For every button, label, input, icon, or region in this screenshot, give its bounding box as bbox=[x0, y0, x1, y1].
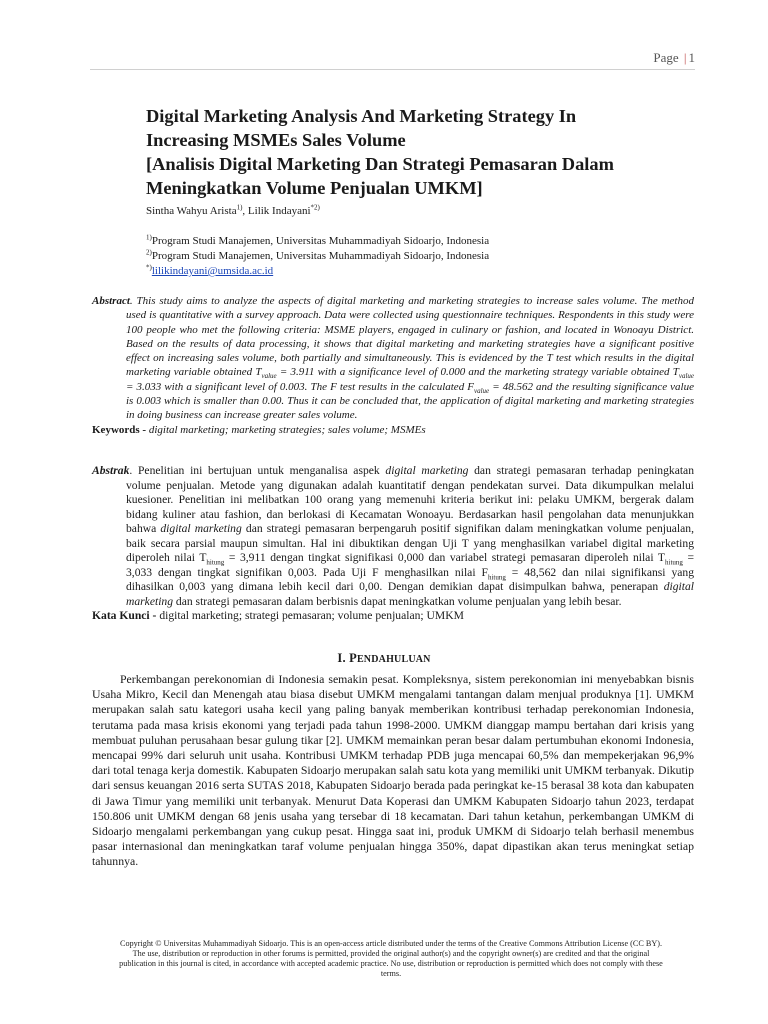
abstract-en-paragraph bbox=[92, 294, 694, 423]
subscript: value bbox=[678, 372, 695, 381]
abstract-text: = 3,911 dengan tingkat signifikasi 0,000 dan variabel strategi pemasaran diperoleh nilai T bbox=[224, 551, 665, 564]
emphasis: digital marketing bbox=[385, 464, 469, 477]
subscript: hitung bbox=[206, 558, 225, 567]
abstract-text: dan strategi pemasaran dalam berbisnis dapat meningkatkan volume penjualan yang lebih besar. bbox=[173, 594, 622, 608]
abstract-text: dan strategi pemasaran berpengaruh positif signifikan dalam meningkatkan volume penjualan, baik secara parsial maupun simultan. Hal ini dibuktikan dengan Uji T yang menghasilkan variabel digital marketing diperoleh nilai T bbox=[126, 522, 694, 564]
abstract-label: Abstract bbox=[92, 295, 130, 307]
subscript: hitung bbox=[665, 558, 683, 567]
page-number-header bbox=[653, 50, 695, 66]
abstract-text: = 3.033 with a significant level of 0.003. The F test results in the calculated F bbox=[126, 380, 474, 393]
author-list bbox=[146, 205, 320, 217]
affiliation-1 bbox=[146, 234, 489, 249]
keywords-label: Kata Kunci - bbox=[92, 609, 157, 622]
section-heading bbox=[0, 651, 768, 666]
section-number: I. P bbox=[337, 651, 357, 665]
subscript: value bbox=[473, 386, 490, 395]
abstract-text: = 48,562 dan nilai signifikansi yang dihasilkan 0,003 yang dimana lebih kecil dari 0,00. Dengan demikian dapat disimpulkan bahwa, penerapan bbox=[126, 565, 694, 593]
abstract-text: . This study aims to analyze the aspects of digital marketing and marketing strategies to increase sales volume. The method used is quantitative with a survey approach. Data were collected using questionnaire techniques. Respondents in this study were 100 people who met the following criteria: MSME players, engaged in culinary or fashion, and located in Wonoayu District. Based on the results of data processing, it shows that digital marketing and marketing strategies have a significant positive effect on increasing sales volume, both partially and simultaneously. This is evidenced by the T test which results in the digital marketing variable obtained T bbox=[126, 295, 694, 379]
paragraph-text: Perkembangan perekonomian di Indonesia semakin pesat. Kompleksnya, sistem perekonomian ini menyebabkan bisnis Usaha Mikro, Kecil dan Menengah atau biasa disebut UMKM mengalami tantangan dalam menjual produknya [1]. UMKM merupakan salah satu kategori usaha kecil yang paling banyak memberikan kontribusi terhadap perekonomian Indonesia, terutama pada masa krisis ekonomi yang terjadi pada tahun 1998-2000. UMKM dianggap mampu bertahan dari krisis yang membuat puluhan perusahaan besar gulung tikar [2]. UMKM memainkan peran besar dalam pertumbuhan ekonomi Indonesia, mencapai 99% dari seluruh unit usaha. Kontribusi UMKM terhadap PDB juga mencapai 60,5% dan mempekerjakan 96,9% dari total tenaga kerja domestik. Kabupaten Sidoarjo merupakan salah satu kota yang memiliki unit UMKM terbanyak. Dikutip dari sensus keuangan 2016 serta SUTAS 2018, Kabupaten Sidoarjo berada pada peringkat ke-15 berasal 38 kota dan kabupaten di Jawa Timur yang memiliki unit terbanyak. Menurut Data Koperasi dan UMKM Kabupaten Sidoarjo tahun 2023, terdapat 150.806 unit UMKM dengan 68 jenis usaha yang tersebar di 18 kecamatan. Dari tahun ketahun, perkembangan UMKM di Sidoarjo mengalami perkembangan yang cukup pesat. Hingga saat ini, produk UMKM di Sidoarjo telah berhasil menembus pasar internasional dan meningkatkan taraf volume penjualan hingga 350%, dapat dipastikan akan terus meningkat setiap tahunnya. bbox=[92, 672, 694, 869]
email-sup: *) bbox=[146, 263, 152, 272]
corresponding-email bbox=[146, 264, 489, 279]
abstract-indonesian bbox=[92, 464, 694, 624]
body-paragraph bbox=[92, 672, 694, 870]
keywords-text: digital marketing; marketing strategies; sales volume; MSMEs bbox=[146, 423, 426, 436]
page-separator: | bbox=[683, 50, 687, 65]
section-title: ENDAHULUAN bbox=[356, 654, 431, 665]
affiliation-text: Program Studi Manajemen, Universitas Muhammadiyah Sidoarjo, Indonesia bbox=[151, 235, 490, 247]
title-id-line2: Meningkatkan Volume Penjualan UMKM] bbox=[146, 178, 483, 198]
page-label: Page bbox=[653, 50, 679, 65]
page-number: 1 bbox=[688, 50, 695, 65]
emphasis: digital marketing bbox=[126, 580, 694, 608]
title-en-line1: Digital Marketing Analysis And Marketing Strategy In bbox=[146, 106, 577, 126]
emphasis: digital marketing bbox=[160, 522, 242, 535]
abstract-text: . Penelitian ini bertujuan untuk menganalisa aspek bbox=[129, 464, 386, 477]
author-name: Sintha Wahyu Arista bbox=[146, 205, 237, 217]
abstract-text: = 48.562 and the resulting significance value is 0.003 which is smaller than 0.00. Thus it can be concluded that, the application of digital marketing and marketing strategies in doing business can increase greater sales volume. bbox=[126, 380, 694, 422]
abstract-text: dan strategi pemasaran terhadap peningkatan volume penjualan. Metode yang digunakan adalah kuantitatif dengan pendekatan survei. Data dikumpulkan melalui kuesioner. Penelitian ini melibatkan 100 orang yang memenuhi kriteria berikut ini: pelaku UMKM, bergerak dalam bidang kuliner atau fashion, dan berlokasi di Kecamatan Wonoayu. Berdasarkan hasil pengolahan data menunjukkan bahwa bbox=[126, 464, 694, 535]
affiliations bbox=[146, 234, 489, 279]
keywords-en bbox=[92, 423, 694, 437]
keywords-label: Keywords - bbox=[92, 423, 147, 436]
author-sup: 1) bbox=[236, 203, 243, 212]
author-separator: , bbox=[242, 205, 248, 217]
header-rule bbox=[90, 69, 695, 70]
author-name: Lilik Indayani bbox=[247, 205, 311, 217]
affiliation-2 bbox=[146, 249, 489, 264]
abstract-text: = 3.911 with a significance level of 0.000 and the marketing strategy variable obtained T bbox=[276, 366, 679, 379]
subscript: hitung bbox=[487, 572, 506, 581]
affiliation-text: Program Studi Manajemen, Universitas Muhammadiyah Sidoarjo, Indonesia bbox=[151, 250, 490, 262]
keywords-id bbox=[92, 609, 694, 624]
affiliation-sup: 2) bbox=[146, 248, 152, 257]
author-sup: *2) bbox=[310, 203, 320, 212]
subscript: value bbox=[261, 372, 277, 381]
abstract-text: = 3,033 dengan tingkat signifikan 0,003. Pada Uji F menghasilkan nilai F bbox=[126, 551, 694, 579]
affiliation-sup: 1) bbox=[146, 233, 152, 242]
title-id-line1: [Analisis Digital Marketing Dan Strategi Pemasaran Dalam bbox=[146, 154, 614, 174]
email-link[interactable]: lilikindayani@umsida.ac.id bbox=[151, 265, 274, 277]
abstrak-label: Abstrak bbox=[92, 464, 130, 477]
keywords-text: digital marketing; strategi pemasaran; volume penjualan; UMKM bbox=[156, 609, 464, 622]
abstract-english bbox=[92, 294, 694, 437]
copyright-footer: Copyright © Universitas Muhammadiyah Sidoarjo. This is an open-access article distributed under the terms of the Creative Commons Attribution License (CC BY). The use, distribution or reproduction in other forums is permitted, provided the original author(s) and the copyright owner(s) are credited and that the original publication in this journal is cited, in accordance with accepted academic practice. No use, distribution or reproduction is permitted which does not comply with these terms. bbox=[119, 939, 663, 978]
paper-title bbox=[146, 104, 694, 200]
abstract-id-paragraph bbox=[92, 464, 694, 609]
title-en-line2: Increasing MSMEs Sales Volume bbox=[146, 130, 406, 150]
